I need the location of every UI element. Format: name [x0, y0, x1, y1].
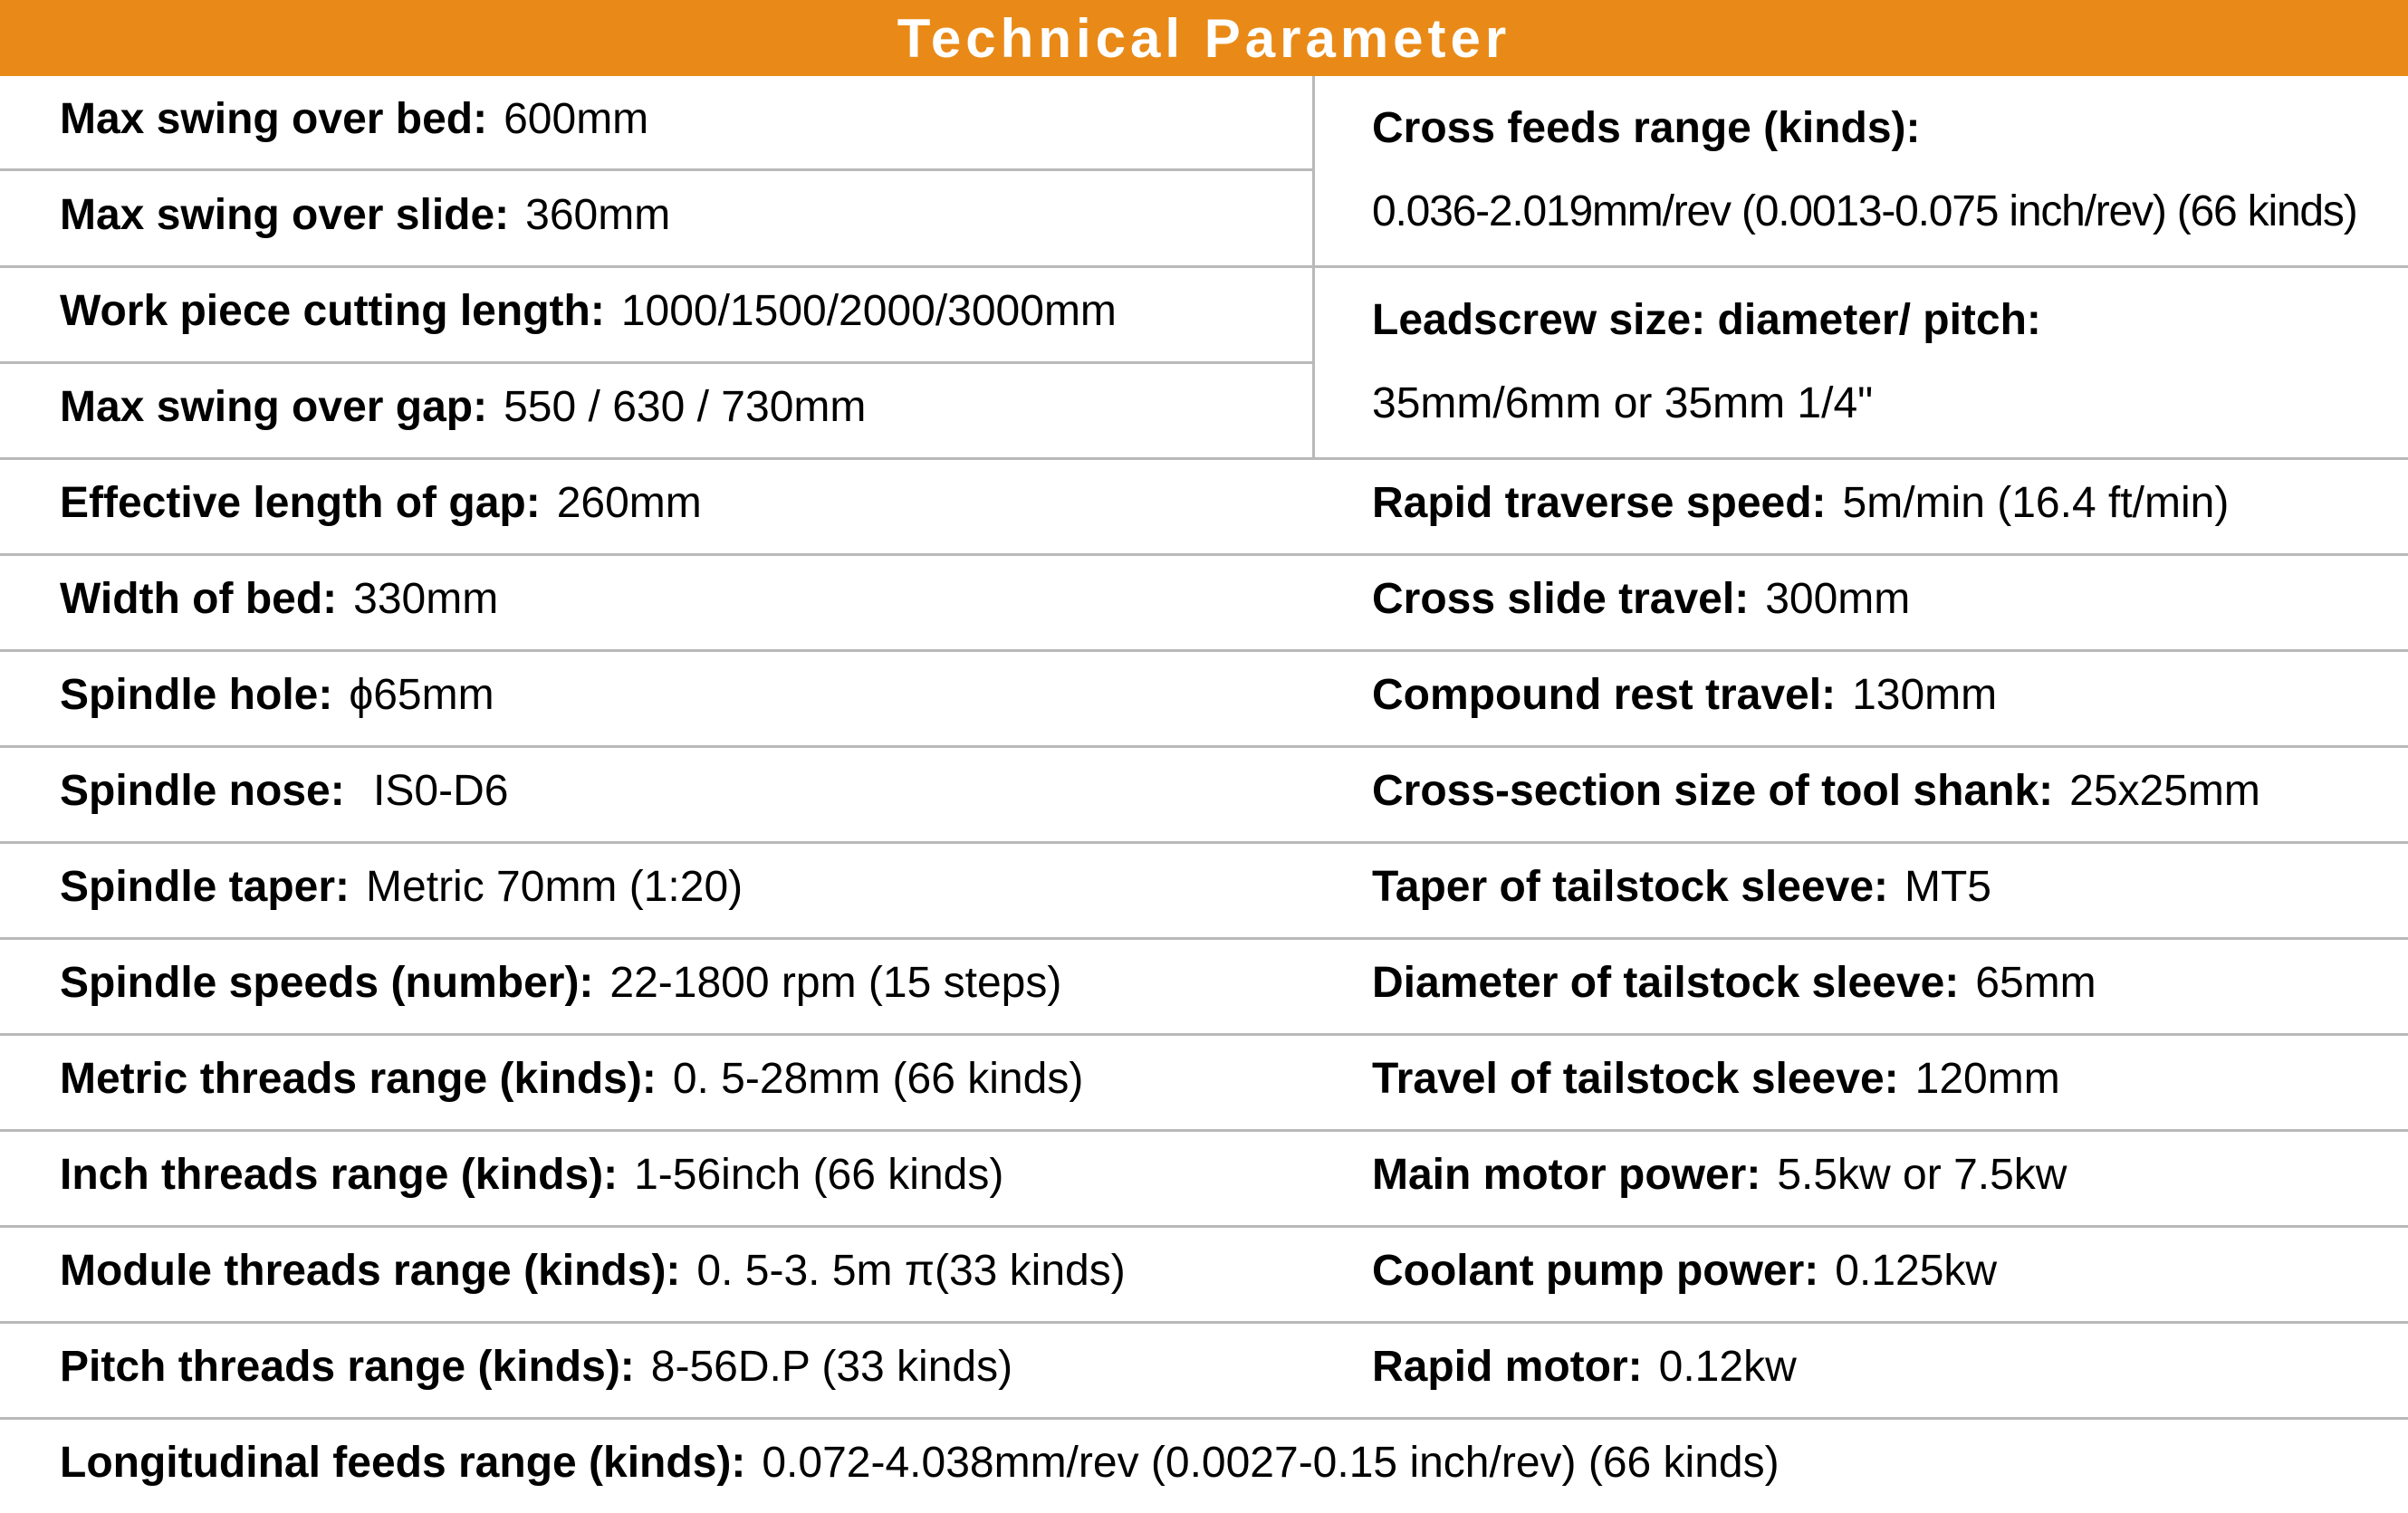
param-value: 600mm [504, 95, 649, 143]
param-coolant-pump-power [1372, 1247, 1998, 1295]
param-tool-shank-size [1372, 767, 2260, 815]
param-label: Spindle hole: [60, 671, 333, 719]
row-divider [0, 553, 2408, 556]
row-divider [0, 649, 2408, 652]
row-divider [0, 457, 2408, 460]
param-value: Metric 70mm (1:20) [366, 863, 744, 911]
param-value: 5.5kw or 7.5kw [1777, 1151, 2067, 1199]
param-metric-threads-range [60, 1055, 1084, 1103]
param-travel-of-tailstock-sleeve [1372, 1055, 2060, 1103]
parameter-table [0, 76, 2408, 1513]
param-diameter-of-tailstock-sleeve [1372, 959, 2096, 1007]
param-max-swing-over-slide [60, 191, 671, 239]
param-value: 5m/min (16.4 ft/min) [1842, 479, 2230, 527]
row-divider [0, 1417, 2408, 1420]
param-label: Main motor power: [1372, 1151, 1761, 1199]
param-value: 300mm [1765, 575, 1911, 623]
param-value: 360mm [525, 191, 671, 239]
param-label: Taper of tailstock sleeve: [1372, 863, 1888, 911]
row-divider [0, 1321, 2408, 1324]
param-max-swing-over-gap [60, 383, 867, 431]
param-value: ϕ65mm [349, 671, 494, 719]
param-label: Cross-section size of tool shank: [1372, 767, 2054, 815]
param-rapid-motor [1372, 1345, 1797, 1389]
param-label: Effective length of gap: [60, 479, 541, 527]
row-divider [0, 1225, 2408, 1228]
param-module-threads-range [60, 1247, 1126, 1295]
param-value: 550 / 630 / 730mm [504, 383, 867, 431]
param-leadscrew-size [1372, 296, 2041, 427]
param-label: Module threads range (kinds): [60, 1247, 681, 1295]
row-divider [0, 1033, 2408, 1036]
param-spindle-taper [60, 863, 744, 911]
param-spindle-nose [60, 767, 509, 815]
param-label: Max swing over bed: [60, 95, 488, 143]
param-label: Max swing over gap: [60, 383, 488, 431]
param-rapid-traverse-speed [1372, 479, 2230, 527]
param-spindle-hole [60, 671, 494, 719]
param-label: Travel of tailstock sleeve: [1372, 1055, 1899, 1103]
param-max-swing-over-bed [60, 95, 649, 143]
row-divider [0, 841, 2408, 844]
param-value: 1000/1500/2000/3000mm [620, 287, 1117, 335]
param-cross-slide-travel [1372, 575, 1911, 623]
row-divider [0, 1129, 2408, 1132]
param-value: IS0-D6 [360, 767, 509, 815]
row-divider [0, 745, 2408, 748]
table-title: Technical Parameter [897, 7, 1511, 69]
param-label: Max swing over slide: [60, 191, 510, 239]
param-value: 330mm [353, 575, 499, 623]
row-divider [0, 265, 2408, 268]
param-value: 120mm [1914, 1055, 2060, 1103]
param-longitudinal-feeds-range [60, 1441, 1780, 1485]
param-cross-feeds-range [1372, 104, 2357, 235]
param-label: Coolant pump power: [1372, 1247, 1819, 1295]
param-taper-of-tailstock-sleeve [1372, 863, 1991, 911]
param-value: 25x25mm [2069, 767, 2260, 815]
param-label: Pitch threads range (kinds): [60, 1343, 635, 1391]
param-label: Rapid motor: [1372, 1343, 1643, 1391]
row-divider [0, 168, 1313, 171]
param-label: Metric threads range (kinds): [60, 1055, 657, 1103]
param-value: MT5 [1904, 863, 1991, 911]
param-pitch-threads-range [60, 1345, 1012, 1389]
param-value: 130mm [1852, 671, 1998, 719]
param-value: 0.125kw [1835, 1247, 1998, 1295]
param-value: 8-56D.P (33 kinds) [650, 1343, 1013, 1391]
param-label: Cross feeds range (kinds): [1372, 104, 1921, 152]
param-width-of-bed [60, 575, 499, 623]
param-effective-length-of-gap [60, 479, 702, 527]
param-label: Spindle nose: [60, 767, 345, 815]
param-value: 0.036-2.019mm/rev (0.0013-0.075 inch/rev) (66 kinds) [1372, 187, 2357, 235]
param-value: 0.072-4.038mm/rev (0.0027-0.15 inch/rev) (66 kinds) [762, 1439, 1780, 1487]
param-value: 65mm [1975, 959, 2096, 1007]
param-value: 1-56inch (66 kinds) [634, 1151, 1004, 1199]
param-label: Spindle taper: [60, 863, 350, 911]
param-label: Rapid traverse speed: [1372, 479, 1827, 527]
table-header [0, 0, 2408, 76]
param-value: 0. 5-28mm (66 kinds) [672, 1055, 1084, 1103]
param-label: Compound rest travel: [1372, 671, 1837, 719]
param-label: Width of bed: [60, 575, 338, 623]
param-value: 22-1800 rpm (15 steps) [609, 959, 1062, 1007]
param-label: Diameter of tailstock sleeve: [1372, 959, 1960, 1007]
param-compound-rest-travel [1372, 671, 1998, 719]
param-value: 0. 5-3. 5m π(33 kinds) [696, 1247, 1126, 1295]
param-label: Work piece cutting length: [60, 287, 605, 335]
param-label: Leadscrew size: diameter/ pitch: [1372, 296, 2041, 344]
column-divider [1312, 76, 1315, 457]
param-value: 0.12kw [1658, 1343, 1797, 1391]
param-label: Longitudinal feeds range (kinds): [60, 1439, 746, 1487]
param-value: 35mm/6mm or 35mm 1/4" [1372, 379, 1874, 427]
param-label: Spindle speeds (number): [60, 959, 594, 1007]
param-label: Cross slide travel: [1372, 575, 1750, 623]
param-main-motor-power [1372, 1151, 2067, 1199]
row-divider [0, 361, 1313, 364]
param-value: 260mm [556, 479, 702, 527]
param-spindle-speeds [60, 959, 1062, 1007]
param-work-piece-cutting-length [60, 287, 1117, 335]
param-label: Inch threads range (kinds): [60, 1151, 619, 1199]
param-inch-threads-range [60, 1151, 1004, 1199]
row-divider [0, 937, 2408, 940]
